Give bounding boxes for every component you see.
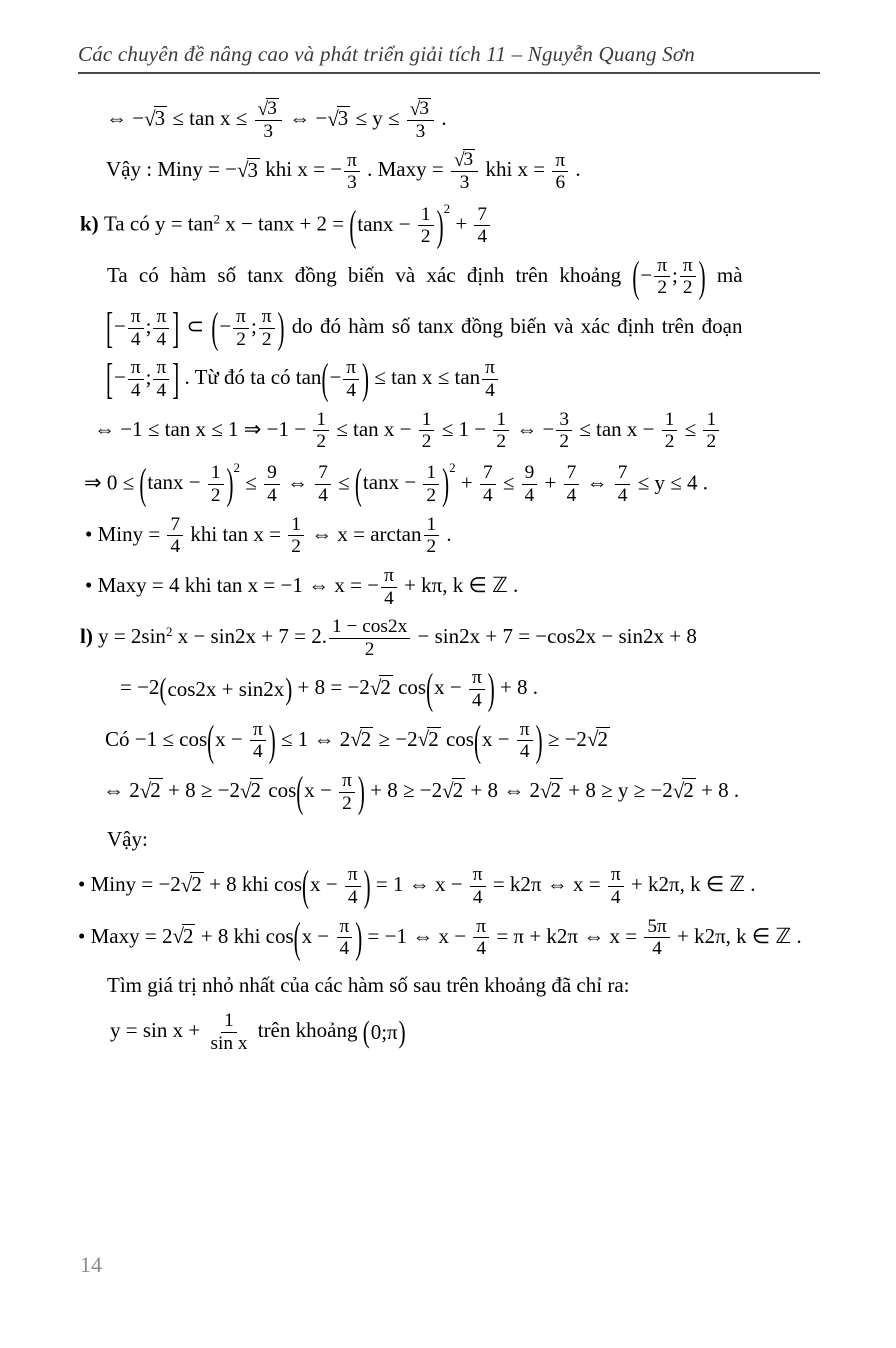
delimited-group: [632, 252, 706, 302]
open-delimiter: (: [139, 459, 147, 509]
denominator: 2: [236, 328, 246, 350]
denominator: 4: [476, 938, 486, 960]
square-root: [181, 871, 204, 897]
delimited-group: [159, 671, 293, 707]
denominator: 2: [364, 638, 375, 660]
group-content: − $\frac{\pi}{4}$: [328, 357, 362, 401]
radicand: 2: [428, 726, 439, 751]
radical-sign: √: [240, 778, 252, 803]
open-delimiter: (: [321, 354, 329, 404]
math-line-6: [ − $\frac{\pi}{4}$ ; $\frac{\pi}{4}$ ] . Từ đó ta có tan ( − $\frac{\pi}{4}$ ) ≤ tan x ≤ tan $\frac{\pi}{4}$: [106, 357, 820, 401]
fraction: [344, 150, 360, 194]
superscript: 2: [213, 211, 220, 227]
radical-sign: √: [586, 727, 599, 752]
square-root: [350, 726, 373, 752]
numerator: 9: [264, 462, 280, 485]
denominator: 2: [342, 792, 352, 814]
denominator: 2: [657, 277, 667, 299]
numerator: π: [128, 357, 144, 380]
denominator: 2: [664, 431, 675, 453]
denominator: 4: [130, 328, 141, 350]
denominator: 3: [347, 172, 357, 194]
fraction: [470, 864, 486, 908]
item-label: k): [80, 211, 104, 236]
square-root: [327, 105, 350, 131]
fraction: [615, 462, 631, 506]
fraction: [424, 514, 440, 558]
close-delimiter: ): [363, 861, 371, 911]
close-delimiter: ): [442, 459, 450, 509]
denominator: 2: [496, 431, 506, 453]
radicand: 2: [683, 777, 694, 802]
fraction: [608, 864, 624, 908]
group-content: x − $\frac{\pi}{4}$: [214, 719, 269, 763]
square-root: [140, 777, 163, 803]
numerator: 1: [419, 409, 435, 432]
denominator: 4: [318, 485, 328, 507]
radicand: 2: [550, 777, 562, 802]
denominator: 4: [267, 485, 277, 507]
numerator: π: [128, 306, 144, 329]
fraction: [345, 864, 361, 908]
paren-superscript: 2: [449, 459, 456, 475]
fraction: [259, 306, 275, 350]
numerator: 1: [423, 462, 439, 485]
delimited-group: [473, 715, 543, 766]
fraction: [654, 255, 670, 299]
open-delimiter: (: [211, 303, 219, 353]
radical-sign: √: [350, 727, 362, 752]
superscript: 2: [165, 623, 173, 639]
close-delimiter: ): [277, 303, 285, 353]
numerator: 7: [615, 462, 631, 485]
close-delimiter: ): [398, 1014, 406, 1050]
radical-sign: √: [672, 778, 685, 803]
square-root: [587, 726, 610, 752]
delimited-group: [139, 459, 234, 509]
fraction: [264, 462, 280, 506]
fraction: [662, 409, 678, 453]
denominator: 2: [426, 536, 437, 558]
denominator: 4: [346, 379, 356, 401]
fraction: [153, 357, 169, 401]
numerator: 5π: [644, 916, 669, 939]
group-content: cos2x + sin2x: [167, 677, 285, 702]
numerator: π: [259, 306, 275, 329]
open-delimiter: (: [293, 912, 301, 963]
denominator: 2: [420, 226, 431, 248]
math-line-10: • Maxy = 4 khi tan x = −1 ⇔ x = − $\frac{\pi}{4}$ + kπ, k ∈ ℤ .: [85, 564, 519, 609]
group-content: x − $\frac{\pi}{4}$: [301, 916, 356, 960]
square-root: [237, 157, 260, 183]
denominator: 2: [706, 431, 717, 453]
denominator: 4: [519, 741, 530, 763]
radical-sign: √: [257, 98, 269, 120]
radical-sign: √: [237, 158, 249, 183]
header-rule: [78, 42, 820, 74]
fraction: [313, 409, 329, 453]
delimited-group: [349, 200, 444, 251]
denominator: 6: [555, 172, 566, 194]
delimited-group: [354, 459, 450, 509]
radical-sign: √: [369, 676, 382, 701]
fraction: [556, 409, 572, 453]
group-content: x − $\frac{\pi}{4}$: [481, 719, 536, 763]
denominator: 4: [384, 587, 394, 609]
fraction: [167, 514, 183, 558]
radical-sign: √: [417, 727, 430, 752]
radicand: 2: [360, 726, 372, 751]
radical-sign: √: [327, 106, 339, 131]
group-content: − $\frac{\pi}{2}$ ; $\frac{\pi}{2}$: [639, 255, 698, 299]
close-delimiter: ): [436, 200, 444, 251]
fraction: [522, 462, 538, 506]
group-content: 0;π: [370, 1020, 398, 1045]
math-line-11: l) $y = 2\sin^2$ x − sin2x + 7 = 2. $\frac{1 - \cos 2x}{2}$ − sin2x + 7 = −cos2x − sin2x + 8: [80, 616, 697, 660]
delimited-group: [293, 912, 363, 963]
math-line-16: • Miny = −2√2 + 8 khi cos ( x − $\frac{\pi}{4}$ ) = 1 ⇔ x − $\frac{\pi}{4}$ = k2π ⇔ x = $\frac{\pi}{4}$ + k2π, k ∈ ℤ .: [78, 864, 820, 908]
delimited-group: [362, 1014, 406, 1050]
close-delimiter: ): [698, 252, 706, 302]
denominator: 3: [459, 172, 470, 194]
fraction: [337, 916, 353, 960]
math-line-15: Vậy:: [107, 827, 148, 852]
group-content: − $\frac{\pi}{2}$ ; $\frac{\pi}{2}$: [218, 306, 277, 350]
denominator: 4: [156, 379, 167, 401]
radicand: 2: [380, 675, 391, 700]
close-delimiter: ]: [172, 303, 180, 353]
numerator: π: [337, 916, 353, 939]
radical-sign: √: [539, 778, 552, 803]
close-delimiter: ): [535, 715, 543, 766]
fraction: [207, 1010, 250, 1054]
fraction: [703, 409, 719, 453]
numerator: 7: [564, 462, 580, 485]
radical-sign: √: [180, 873, 193, 898]
close-delimiter: ): [357, 767, 365, 817]
delimited-group: [106, 303, 180, 353]
group-content: x − $\frac{\pi}{4}$: [433, 667, 488, 711]
radical-sign: √: [453, 150, 465, 172]
square-root: [673, 777, 696, 803]
radicand: 3: [419, 98, 430, 119]
math-line-2: Vậy : Miny = −√3 khi x = − $\frac{\pi}{3}$ . Maxy = $\frac{√3}{3}$ khi x = $\frac{\pi}{6}$ .: [106, 149, 581, 194]
fraction: [493, 409, 509, 453]
denominator: 2: [682, 277, 693, 299]
fraction: [474, 204, 490, 248]
denominator: 4: [170, 536, 181, 558]
square-root: [240, 777, 263, 803]
delimited-group: [321, 354, 370, 404]
numerator: 1: [424, 514, 440, 537]
radicand: 2: [182, 923, 194, 948]
fraction: [315, 462, 331, 506]
radical-sign: √: [409, 98, 421, 120]
denominator: 4: [610, 887, 621, 909]
group-content: tanx − $\frac{1}{2}$: [146, 462, 226, 506]
math-line-7: ⇔ −1 ≤ tan x ≤ 1 ⇒ −1 − $\frac{1}{2}$ ≤ tan x − $\frac{1}{2}$ ≤ 1 − $\frac{1}{2}$ ⇔ − $\frac{3}{2}$ ≤ tan x − $\frac{1}{2}$ ≤ $\frac{1}{2}$: [94, 409, 820, 453]
fraction: [469, 667, 485, 711]
open-delimiter: (: [302, 861, 309, 911]
fraction: [418, 204, 434, 248]
close-delimiter: ): [285, 671, 293, 707]
fraction: [329, 616, 410, 660]
numerator: 3: [556, 409, 572, 432]
denominator: 4: [652, 938, 662, 960]
fraction: [288, 514, 304, 558]
open-delimiter: (: [354, 459, 362, 509]
numerator: π: [654, 255, 670, 278]
denominator: 4: [482, 485, 493, 507]
fraction: [339, 770, 355, 814]
paren-superscript: 2: [233, 459, 241, 475]
radicand: 3: [247, 157, 259, 182]
numerator: π: [233, 306, 249, 329]
numerator: 1: [662, 409, 678, 432]
denominator: 2: [559, 431, 569, 453]
numerator: π: [473, 916, 489, 939]
square-root: [144, 105, 167, 131]
numerator: 1: [493, 409, 509, 432]
radicand: 3: [154, 106, 166, 131]
denominator: 2: [291, 536, 301, 558]
fraction: [419, 409, 435, 453]
page-number: 14: [80, 1252, 102, 1277]
open-delimiter: (: [362, 1014, 370, 1050]
fraction: [128, 306, 144, 350]
radicand: 2: [150, 777, 161, 802]
denominator: 4: [253, 741, 263, 763]
numerator: 7: [474, 204, 490, 227]
close-delimiter: ): [487, 664, 495, 714]
close-delimiter: ): [362, 354, 370, 404]
group-content: x − $\frac{\pi}{2}$: [303, 770, 358, 814]
denominator: 4: [347, 887, 358, 909]
fraction: [480, 462, 496, 506]
denominator: 2: [421, 431, 432, 453]
open-delimiter: (: [632, 252, 640, 302]
square-root: [370, 674, 393, 700]
math-line-18: Tìm giá trị nhỏ nhất của các hàm số sau trên khoảng đã chỉ ra:: [107, 972, 630, 997]
close-delimiter: ): [268, 715, 276, 766]
denominator: 2: [261, 328, 272, 350]
denominator: 4: [156, 328, 167, 350]
fraction: [343, 357, 359, 401]
radicand: 2: [191, 872, 202, 897]
radical-sign: √: [139, 778, 152, 803]
math-line-3: k) Ta có $y = \tan^2 x - \tan x + 2$ = ( tanx − $\frac{1}{2}$ ) $^2$ + $\frac{7}{4}$: [80, 201, 820, 248]
delimited-group: [426, 664, 495, 714]
numerator: 7: [480, 462, 496, 485]
square-root: [418, 726, 441, 752]
fraction: [680, 255, 696, 299]
radicand: 2: [250, 777, 262, 802]
numerator: π: [153, 357, 169, 380]
radicand: 3: [463, 149, 474, 171]
numerator: 1: [288, 514, 304, 537]
numerator: 9: [522, 462, 538, 485]
denominator: 3: [415, 120, 426, 142]
radicand: 2: [597, 726, 608, 751]
fraction: [482, 357, 498, 401]
numerator: [451, 149, 478, 172]
radical-sign: √: [144, 106, 156, 131]
paren-superscript: 2: [443, 200, 451, 216]
numerator: [255, 98, 282, 121]
math-line-8: ⇒ 0 ≤ ( tanx − $\frac{1}{2}$ ) $^2$ ≤ $\frac{9}{4}$ ⇔ $\frac{7}{4}$ ≤ ( tanx − $\frac{1}{2}$ ) $^2$ + $\frac{7}{4}$ ≤ $\frac{9}{4}$ + $\frac{7}{4}$ ⇔ $\frac{7}{4}$ ≤ y ≤ 4 .: [84, 460, 820, 507]
denominator: 4: [339, 938, 350, 960]
numerator: π: [552, 150, 568, 173]
numerator: 1: [703, 409, 719, 432]
close-delimiter: ): [355, 912, 363, 963]
numerator: π: [250, 719, 266, 742]
square-root: [172, 923, 195, 949]
math-line-19: y = sin x + $\frac{1}{\text{sin x}}$ trên khoảng ( 0;π ): [110, 1010, 406, 1054]
denominator: 4: [485, 379, 495, 401]
denominator: 3: [263, 120, 274, 142]
open-delimiter: (: [349, 200, 357, 251]
radical-sign: √: [172, 924, 184, 949]
square-root: [410, 98, 431, 120]
numerator: π: [608, 864, 624, 887]
open-delimiter: [: [106, 303, 113, 353]
numerator: π: [153, 306, 169, 329]
fraction: [255, 98, 282, 142]
radical-sign: √: [442, 778, 454, 803]
math-line-1: ⇔ −√3 ≤ tan x ≤ $\frac{√3}{3}$ ⇔ −√3 ≤ y ≤ $\frac{√3}{3}$ .: [106, 98, 447, 142]
fraction: [564, 462, 580, 506]
open-delimiter: (: [296, 767, 304, 817]
numerator: π: [482, 357, 498, 380]
numerator: 1: [221, 1010, 237, 1033]
radicand: 3: [267, 98, 277, 119]
fraction: [233, 306, 249, 350]
fraction: [473, 916, 489, 960]
fraction: [153, 306, 169, 350]
group-content: − $\frac{\pi}{4}$ ; $\frac{\pi}{4}$: [113, 357, 172, 401]
math-line-14: ⇔ 2√2 + 8 ≥ −2√2 cos ( x − $\frac{\pi}{2}$ ) + 8 ≥ −2√2 + 8 ⇔ 2√2 + 8 ≥ y ≥ −2√2 + 8 .: [103, 770, 820, 814]
math-line-9: • Miny = $\frac{7}{4}$ khi tan x = $\frac{1}{2}$ ⇔ x = arctan $\frac{1}{2}$ .: [85, 513, 452, 558]
denominator: 2: [316, 431, 326, 453]
fraction: [423, 462, 439, 506]
square-root: [442, 777, 465, 803]
fraction: [451, 149, 478, 193]
fraction: [381, 565, 397, 609]
close-delimiter: ): [226, 459, 234, 509]
denominator: 4: [477, 226, 488, 248]
delimited-group: [106, 354, 180, 404]
open-delimiter: (: [473, 715, 481, 766]
fraction: [407, 98, 434, 142]
delimited-group: [296, 767, 365, 817]
fraction: [552, 150, 568, 194]
close-delimiter: ]: [172, 354, 180, 404]
numerator: π: [469, 667, 485, 690]
denominator: 4: [524, 485, 535, 507]
fraction: [517, 719, 533, 763]
radicand: 2: [452, 777, 464, 802]
fraction: [250, 719, 266, 763]
denominator: 4: [471, 690, 482, 712]
open-delimiter: (: [426, 664, 434, 714]
numerator: π: [339, 770, 355, 793]
numerator: π: [343, 357, 359, 380]
numerator: 7: [315, 462, 331, 485]
numerator: 1: [208, 462, 224, 485]
denominator: 4: [130, 379, 141, 401]
open-delimiter: [: [106, 354, 113, 404]
group-content: x − $\frac{\pi}{4}$: [309, 864, 364, 908]
item-label: l): [80, 624, 99, 649]
delimited-group: [211, 303, 285, 353]
radicand: 3: [337, 106, 349, 131]
delimited-group: [302, 861, 371, 911]
denominator: 2: [426, 485, 437, 507]
square-root: [454, 149, 475, 171]
delimited-group: [207, 715, 276, 766]
denominator: 4: [617, 485, 628, 507]
math-line-4: Ta có hàm số tanx đồng biến và xác định trên khoảng ( − $\frac{\pi}{2}$ ; $\frac{\pi}{2}$ ) mà: [107, 255, 820, 299]
numerator: π: [470, 864, 486, 887]
numerator: π: [381, 565, 397, 588]
math-line-5: [ − $\frac{\pi}{4}$ ; $\frac{\pi}{4}$ ] ⊂ ( − $\frac{\pi}{2}$ ; $\frac{\pi}{2}$ ) do đó hàm số tanx đồng biến và xác định trên đoạn: [106, 306, 820, 350]
numerator: π: [680, 255, 696, 278]
denominator: 4: [472, 887, 483, 909]
group-content: − $\frac{\pi}{4}$ ; $\frac{\pi}{4}$: [113, 306, 172, 350]
numerator: 1: [418, 204, 434, 227]
numerator: π: [345, 864, 361, 887]
numerator: 1: [313, 409, 329, 432]
square-root: [258, 98, 279, 120]
open-delimiter: (: [207, 715, 215, 766]
math-line-17: • Maxy = 2√2 + 8 khi cos ( x − $\frac{\pi}{4}$ ) = −1 ⇔ x − $\frac{\pi}{4}$ = π + k2π ⇔ x = $\frac{5\pi}{4}$ + k2π, k ∈ ℤ .: [78, 916, 820, 960]
math-line-13: Có −1 ≤ cos ( x − $\frac{\pi}{4}$ ) ≤ 1 ⇔ 2√2 ≥ −2√2 cos ( x − $\frac{\pi}{4}$ ) ≥ −2√2: [105, 719, 820, 763]
numerator: 1 − cos2x: [329, 616, 410, 639]
numerator: 7: [167, 514, 183, 537]
fraction: [208, 462, 224, 506]
denominator: sin x: [210, 1032, 248, 1054]
square-root: [540, 777, 563, 803]
header-title: Các chuyên đề nâng cao và phát triển giải tích 11 – Nguyễn Quang Sơn: [78, 42, 695, 66]
math-line-12: = −2 ( cos2x + sin2x ) + 8 = −2√2 cos ( x − $\frac{\pi}{4}$ ) + 8 .: [120, 667, 820, 711]
fraction: [128, 357, 144, 401]
numerator: π: [344, 150, 360, 173]
group-content: tanx − $\frac{1}{2}$: [362, 462, 442, 506]
fraction: [644, 916, 669, 960]
numerator: π: [517, 719, 533, 742]
open-delimiter: (: [159, 671, 167, 707]
group-content: tanx − $\frac{1}{2}$: [356, 204, 436, 248]
math-content: [78, 98, 820, 1054]
numerator: [407, 98, 434, 121]
denominator: 2: [210, 485, 221, 507]
denominator: 4: [566, 485, 577, 507]
